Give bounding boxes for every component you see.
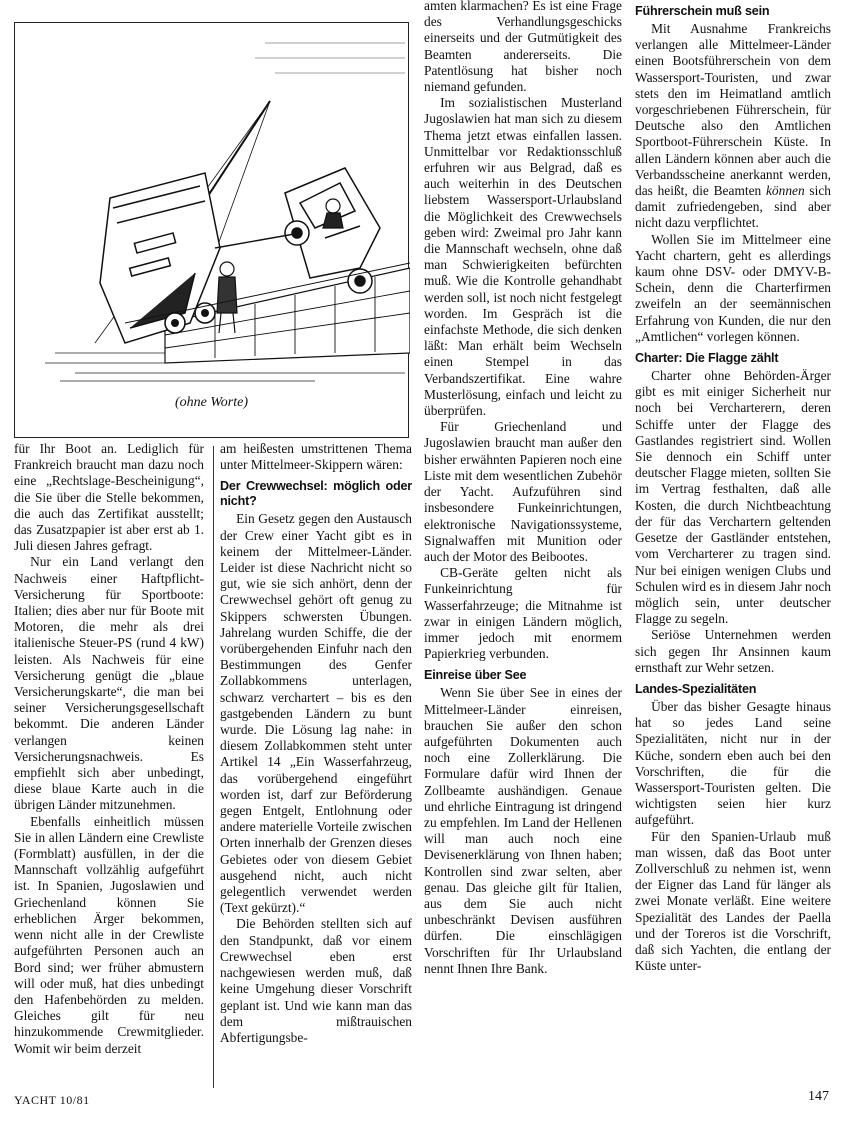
paragraph: Ebenfalls einheitlich müssen Sie in allen Ländern eine Crewliste (Formblatt) ausfüllen, in der die Mannschaft vollzählig aufgeführt ist. In Spanien, Jugoslawien und Griechenland können Sie erheblichen Ärger bekommen, wenn nicht alle in der Crewliste aufgeführten Personen auch an Bord sind; wer früher abmustern will oder muß, hat dies unbedingt den Hafenbehörden zu melden. Gleiches gilt für neu hinzukommende Crewmitglieder. Womit wir beim derzeit — [14, 813, 204, 1056]
text-column-2 — [220, 441, 412, 1046]
paragraph: für Ihr Boot an. Lediglich für Frankreich braucht man dazu noch eine „Rechtslage-Bescheinigung“, die Sie über die Stelle bekommen, die auch das Zertifikat ausstellt; das Zusatzpapier ist aber erst ab 1. Juli diesen Jahres gefragt. — [14, 441, 204, 554]
text-run: Mit Ausnahme Frankreichs verlangen alle Mittelmeer-Länder einen Bootsführerschein von dem Wassersport-Touristen, und zwar stets den im Heimatland amtlich vorgeschriebenen Führerschein, für Deutsche also den Amtlichen Sportboot-Führerschein Küste. In allen Ländern können aber auch die Verbandsscheine anerkannt werden, das heißt, die Beamten — [635, 21, 831, 199]
text-column-1 — [14, 441, 204, 1057]
paragraph: Nur ein Land verlangt den Nachweis einer Haftpflicht-Versicherung für Sportboote: Italien; dies aber nur für Boote mit Motoren, die mehr als drei italienische Steuer-PS (rund 4 kW) leisten. Als Nachweis für eine Versicherung genügt die „blaue Versicherungskarte“, die man bei seiner Versicherungsgesellschaft bekommt. Die anderen Länder verlangen keinen Versicherungsnachweis. Es empfiehlt sich aber unbedingt, diese blaue Karte auch in die übrigen Länder mitzunehmen. — [14, 554, 204, 813]
paragraph — [635, 21, 831, 232]
text-run: sich damit zufriedengeben, sind aber nicht dazu verpflichtet. — [635, 183, 831, 231]
paragraph: Ein Gesetz gegen den Austausch der Crew einer Yacht gibt es in keinem der Mittelmeer-Länder. Leider ist diese Nachricht nicht so gut, wie sie sich anhört, denn der Crewwechsel gehört oft genug zu Skippers schwersten Übungen. Jahrelang wurden Schiffe, die der vorübergehenden Einfuhr nach den Bestimmungen des Genfer Zollabkommens unterlagen, schwarz verchartert – bis es den gastgebenden Ländern zu bunt wurde. Die Lösung lag nahe: in diesem Zollabkommen steht unter Artikel 14 „Ein Wasserfahrzeug, das vorübergehend eingeführt worden ist, darf zur Beförderung gegen Entgelt, Entlohnung oder andere materielle Vorteile zwischen Orten innerhalb der Grenzen dieses Gebietes oder von diesem Gebiet ausgehend nicht, auch nicht gelegentlich verwendet werden (Text gekürzt).“ — [220, 511, 412, 916]
paragraph: Über das bisher Gesagte hinaus hat so jedes Land seine Spezialitäten, nicht nur in der Küche, sondern eben auch bei den Vorschriften, die für die Wassersport-Touristen gelten. Die wichtigsten seien hier kurz aufgeführt. — [635, 698, 831, 828]
paragraph: Im sozialistischen Musterland Jugoslawien hat man sich zu diesem Thema jetzt etwas einfallen lassen. Unmittelbar vor Redaktionsschluß erfuhren wir aus Belgrad, daß es auch weiterhin in des Deutschen liebstem Wassersport-Urlaubsland die Möglichkeit des Crewwechsels geben wird: Zweimal pro Jahr kann die Mannschaft wechseln, ohne daß man Schwierigkeiten befürchten muß. Wie die Kontrolle gehandhabt werden soll, ist noch nicht festgelegt worden. Im Gespräch ist die einfachste Methode, die sich denken läßt: Man erhält beim Wechseln einen Stempel in das Verbandszertifikat. Eine wahre Musterlösung, einfach und leicht zu überprüfen. — [424, 95, 622, 419]
paragraph: Wenn Sie über See in eines der Mittelmeer-Länder einreisen, brauchen Sie außer den schon aufgeführten Dokumenten auch noch eine Zollerklärung. Die Formulare dafür wird Ihnen der Zollbeamte aushändigen. Genaue und ehrliche Eintragung ist dringend zu empfehlen. Im Land der Hellenen will man auch noch eine Devisenerklärung von Ihnen haben; Kontrollen sind zwar selten, aber genau. Das gleiche gilt für Italien, aus dem Sie auch nicht unbeschränkt Devisen ausführen dürfen. Die einschlägigen Vorschriften für Ihr Urlaubsland nennt Ihnen Ihre Bank. — [424, 685, 622, 976]
section-heading: Der Crewwechsel: möglich oder nicht? — [220, 479, 412, 509]
emphasis: können — [765, 183, 805, 199]
paragraph: am heißesten umstrittenen Thema unter Mittelmeer-Skippern wären: — [220, 441, 412, 473]
section-heading: Führerschein muß sein — [635, 4, 770, 18]
column-divider — [213, 446, 214, 1088]
cartoon-illustration — [14, 22, 409, 438]
paragraph: Seriöse Unternehmen werden sich gegen Ihr Ansinnen kaum ernsthaft zur Wehr setzen. — [635, 627, 831, 675]
text-column-3 — [424, 0, 622, 977]
section-heading: Landes-Spezialitäten — [635, 681, 757, 696]
car — [285, 168, 380, 293]
paragraph: Für den Spanien-Urlaub muß man wissen, daß das Boot unter Zollverschluß zu nehmen ist, wenn der Eigner das Land für länger als zwei Monate verläßt. Eine weitere Spezialität des Landes der Paella und der Toreros ist die Vorschrift, daß sich Yachten, die entlang der Küste unter- — [635, 828, 831, 974]
figure-caption: (ohne Worte) — [175, 395, 248, 410]
magazine-issue: YACHT 10/81 — [14, 1093, 90, 1107]
page-number: 147 — [808, 1089, 829, 1104]
cartoon-drawing — [15, 23, 410, 439]
paragraph: Wollen Sie im Mittelmeer eine Yacht chartern, geht es allerdings kaum ohne DSV- oder DMYV-B-Schein, denn die Charterfirmen zweifeln an der seemännischen Erfahrung von Kunden, die nur den „Amtlichen“ vorlegen können. — [635, 231, 831, 344]
paragraph: Für Griechenland und Jugoslawien braucht man außer den bisher erwähnten Papieren noch eine Liste mit dem wesentlichen Zubehör der Yacht. Aufzuführen sind insbesondere Funkeinrichtungen, elektronische Navigationssysteme, Signalwaffen mit Munition oder auch der Motor des Beibootes. — [424, 419, 622, 564]
paragraph: amten klarmachen? Es ist eine Frage des Verhandlungsgeschicks einerseits und der Gutmütigkeit des Beamten andererseits. Die Patentlösung hat bisher noch niemand gefunden. — [424, 0, 622, 95]
paragraph: Die Behörden stellten sich auf den Standpunkt, daß vor einem Crewwechsel eben erst nachgewiesen werden muß, daß keine Umgehung dieser Vorschrift geplant ist. Und wie kann man das dem mißtrauischen Abfertigungsbe- — [220, 916, 412, 1045]
section-heading: Charter: Die Flagge zählt — [635, 351, 779, 366]
section-heading: Einreise über See — [424, 668, 527, 683]
text-column-4 — [635, 0, 831, 974]
paragraph: Charter ohne Behörden-Ärger gibt es mit einiger Sicherheit nur noch bei Vercharterern, deren Schiffe unter der Flagge des Gastlandes registriert sind. Wollen Sie dennoch ein Schiff unter deutscher Flagge mieten, sollten Sie im Vertrag festhalten, daß alle Kosten, die durch Nichtbeachtung der für das Verchartern geltenden Gesetze der Gastländer entstehen, vom Vercharterer zu tragen sind. Nur bei einigen wenigen Clubs und Schulen wird es in diesem Jahr noch möglich sein, unter deutscher Flagge zu segeln. — [635, 368, 831, 627]
paragraph: CB-Geräte gelten nicht als Funkeinrichtung für Wasserfahrzeuge; die Mitnahme ist zwar in einigen Ländern möglich, immer jedoch mit enormem Papierkrieg verbunden. — [424, 565, 622, 662]
